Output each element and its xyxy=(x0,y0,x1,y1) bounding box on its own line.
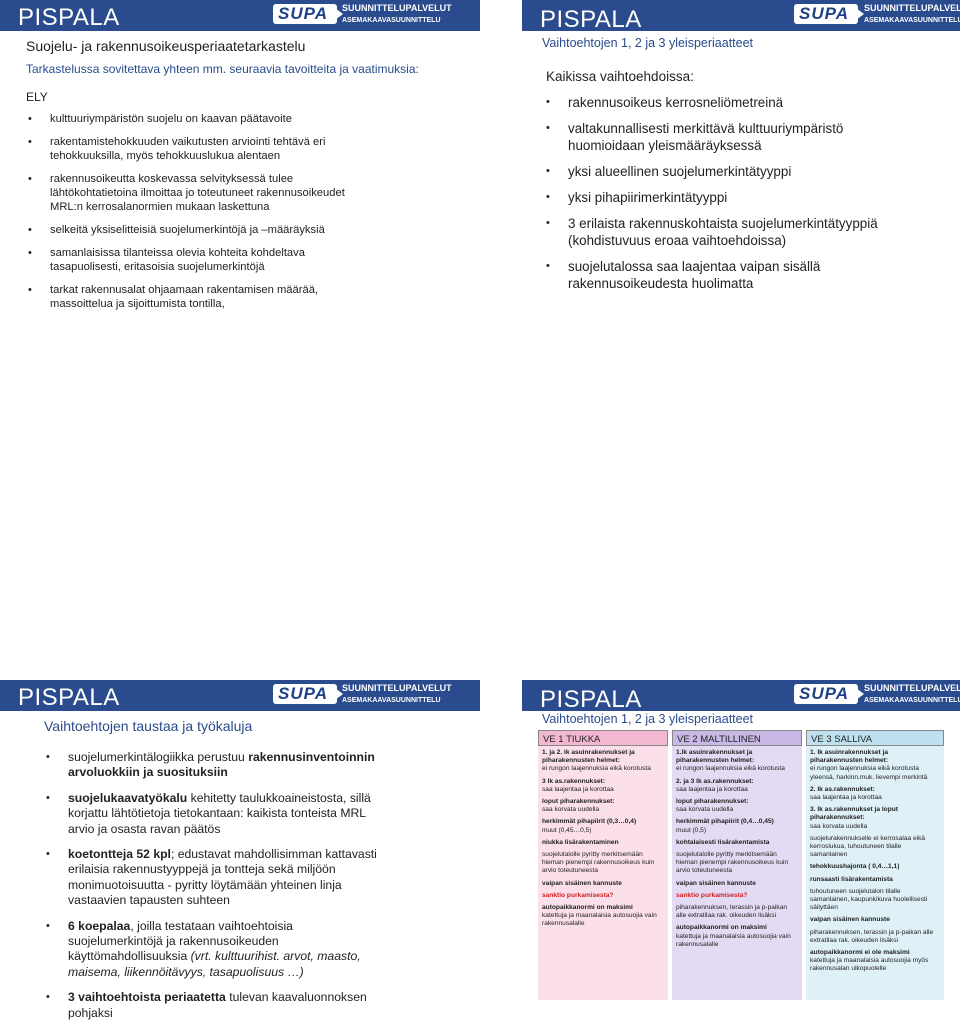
column-block: 2. ja 3 lk as.rakennukset: saa laajentaa ja korottaa xyxy=(676,777,754,793)
bullet-list xyxy=(546,94,906,301)
service-line-1: SUUNNITTELUPALVELUT xyxy=(864,3,974,13)
slide-3 xyxy=(0,680,480,1020)
bullet-list xyxy=(46,750,386,1031)
supa-logo xyxy=(794,4,858,24)
list-item: • 6 koepalaa, joilla testataan vaihtoehtoisia suojelumerkintöjä ja rakennusoikeuden käyttömahdollisuuksia (vrt. kulttuurihist. arvot, maasto, maisema, liikennöitävyys, tasapuolisuus …) xyxy=(46,919,386,981)
logo-text: SUPA xyxy=(278,684,328,703)
column-block: runsaasti lisärakentamista xyxy=(810,875,893,883)
brand-title: PISPALA xyxy=(540,6,642,33)
column-block: 2. lk as.rakennukset: saa laajentaa ja korottaa xyxy=(810,785,882,802)
column-block: autopaikkanormi on maksimi katettuja ja maanalaisia autosuojia vain rakennusalalle xyxy=(542,904,657,928)
column-block: kohtalaisesti lisärakentamista xyxy=(676,838,770,846)
column-block: vaipan sisäinen kannuste xyxy=(810,916,890,924)
column-block: niukka lisärakentaminen xyxy=(542,838,619,846)
column-block: suojelurakennukselle ei kerrosalaa eikä kerroslukua, tuhoutuneen tilalle samanlainen xyxy=(810,834,926,859)
comparison-grid xyxy=(538,730,944,1000)
logo-text: SUPA xyxy=(278,4,328,23)
bullet-list xyxy=(28,112,348,320)
group-label: ELY xyxy=(26,90,48,104)
brand-title: PISPALA xyxy=(18,684,120,711)
list-item: • rakennusoikeus kerrosneliömetreinä xyxy=(546,94,906,111)
list-item: • suojelutalossa saa laajentaa vaipan sisällä rakennusoikeudesta huolimatta xyxy=(546,258,906,292)
column-block: 3. lk as.rakennukset ja loput piharakennukset: saa korvata uudella xyxy=(810,806,898,830)
service-line-2: ASEMAKAAVASUUNNITTELU xyxy=(342,697,441,704)
column-block: sanktio purkamisesta? xyxy=(676,891,748,899)
list-item: • rakentamistehokkuuden vaikutusten arviointi tehtävä eri tehokkuuksilla, myös tehokkuuslukua alentaen xyxy=(28,135,348,163)
slide-2 xyxy=(480,0,974,340)
column-block: 3 lk as.rakennukset: saa laajentaa ja korottaa xyxy=(542,777,614,793)
column-block: 1.lk asuinrakennukset ja piharakennusten helmet: ei rungon laajennuksia eikä korotusta xyxy=(676,749,785,773)
column-body xyxy=(538,746,668,1000)
column-block: herkimmät pihapiirit (0,3…0,4) muut (0,45…0,5) xyxy=(542,818,637,834)
slide-subtitle: Tarkastelussa sovitettava yhteen mm. seuraavia tavoitteita ja vaatimuksia: xyxy=(26,62,419,76)
list-item: • suojelumerkintälogiikka perustuu rakennusinventoinnin arvoluokkiin ja suosituksiin xyxy=(46,750,386,781)
brand-title: PISPALA xyxy=(540,686,642,713)
column-block: autopaikkanormi ei ole maksimi katettuja ja maanalaisia autosuojia myös rakennusalan ulkopuolelle xyxy=(810,949,929,973)
slide-title: Suojelu- ja rakennusoikeusperiaatetarkastelu xyxy=(26,38,306,54)
column-ve1 xyxy=(538,730,668,1000)
list-item: • yksi pihapiirimerkintätyyppi xyxy=(546,189,906,206)
list-item: • kulttuuriympäristön suojelu on kaavan päätavoite xyxy=(28,112,348,126)
column-block: piharakennuksen, terassin ja p-paikan alle extratilaa rak. oikeuden lisäksi xyxy=(810,928,934,944)
column-block: tehokkuushajonta ( 0,4…1,1) xyxy=(810,863,900,871)
service-line-1: SUUNNITTELUPALVELUT xyxy=(864,683,974,693)
list-item: • koetontteja 52 kpl; edustavat mahdollisimman kattavasti erilaisia rakennustyyppejä ja tontteja sekä miljöön monimuotoisuutta - pyritty löytämään yhteinen linja vastaavien tapausten suhteen xyxy=(46,847,386,909)
supa-logo xyxy=(794,684,858,704)
logo-text: SUPA xyxy=(799,684,849,703)
list-item: • 3 vaihtoehtoista periaatetta tulevan kaavaluonnoksen pohjaksi xyxy=(46,990,386,1021)
column-block: loput piharakennukset: saa korvata uudella xyxy=(542,798,615,814)
column-block: autopaikkanormi on maksimi katettuja ja maanalaisia autosuojia vain rakennusalalle xyxy=(676,924,791,948)
list-item: • tarkat rakennusalat ohjaamaan rakentamisen määrää, massoittelua ja sijoittumista tontilla, xyxy=(28,283,348,311)
slide-header xyxy=(522,680,974,713)
service-line-1: SUUNNITTELUPALVELUT xyxy=(342,683,452,693)
column-block: 1. ja 2. lk asuinrakennukset ja piharakennusten helmet: ei rungon laajennuksia eikä korotusta xyxy=(542,749,651,773)
slide-subtitle: Vaihtoehtojen taustaa ja työkaluja xyxy=(44,718,253,734)
column-block: vaipan sisäinen kannuste xyxy=(676,879,756,887)
service-line-1: SUUNNITTELUPALVELUT xyxy=(342,3,452,13)
logo-text: SUPA xyxy=(799,4,849,23)
column-body xyxy=(672,746,802,1000)
list-item: • valtakunnallisesti merkittävä kulttuuriympäristö huomioidaan yleismääräyksessä xyxy=(546,120,906,154)
slide-subtitle: Vaihtoehtojen 1, 2 ja 3 yleisperiaatteet xyxy=(542,36,754,50)
column-block: suojelutalolle pyritty merkitsemään hieman pienempi rakennusoikeus kuin arvio toteutuneesta xyxy=(676,851,789,875)
column-block: tuhoutuneen suojelutalon tilalle samanlainen, kaupunkikuva huolellisesti säilyttäen xyxy=(810,887,928,912)
slide-header xyxy=(522,0,974,33)
column-body xyxy=(806,746,944,1000)
slide-subtitle: Vaihtoehtojen 1, 2 ja 3 yleisperiaatteet xyxy=(542,712,754,726)
intro-text: Kaikissa vaihtoehdoissa: xyxy=(546,69,694,84)
slide-header xyxy=(0,680,480,711)
list-item: • samanlaisissa tilanteissa olevia kohteita kohdeltava tasapuolisesti, eritasoisia suojelumerkintöjä xyxy=(28,246,348,274)
column-block: sanktio purkamisesta? xyxy=(542,891,614,899)
column-block: herkimmät pihapiirit (0,4…0,45) muut (0,5) xyxy=(676,818,774,834)
column-block: loput piharakennukset: saa korvata uudella xyxy=(676,798,749,814)
brand-title: PISPALA xyxy=(18,4,120,31)
service-line-2: ASEMAKAAVASUUNNITTELU xyxy=(864,697,963,704)
column-block: vaipan sisäinen kannuste xyxy=(542,879,622,887)
column-ve2 xyxy=(672,730,802,1000)
service-line-2: ASEMAKAAVASUUNNITTELU xyxy=(864,17,963,24)
column-ve3 xyxy=(806,730,944,1000)
list-item: • suojelukaavatyökalu kehitetty taulukkoaineistosta, sillä korjattu lähtötietoja tietokantaan: kaikista tonteista MRL arvio ja osasta ravan päätös xyxy=(46,791,386,837)
column-block: piharakennuksen, terassin ja p-paikan alle extratilaa rak. oikeuden lisäksi xyxy=(676,904,788,920)
supa-logo xyxy=(273,684,337,704)
slide-header xyxy=(0,0,480,31)
column-block: suojelutalolle pyritty merkitsemään hieman pienempi rakennusoikeus kuin arvio toteutuneesta xyxy=(542,851,655,875)
service-line-2: ASEMAKAAVASUUNNITTELU xyxy=(342,17,441,24)
column-header: VE 2 MALTILLINEN xyxy=(672,730,802,746)
list-item: • rakennusoikeutta koskevassa selvityksessä tulee lähtökohtatietoina ilmoittaa jo toteutuneet rakennusoikeudet MRL:n kerrosalanormien mukaan laskettuna xyxy=(28,172,348,214)
column-header: VE 3 SALLIVA xyxy=(806,730,944,746)
supa-logo xyxy=(273,4,337,24)
column-header: VE 1 TIUKKA xyxy=(538,730,668,746)
list-item: • 3 erilaista rakennuskohtaista suojelumerkintätyyppiä (kohdistuvuus eroaa vaihtoehdoissa) xyxy=(546,215,906,249)
slide-1 xyxy=(0,0,480,340)
list-item: • selkeitä yksiselitteisiä suojelumerkintöjä ja –määräyksiä xyxy=(28,223,348,237)
column-block: 1. lk asuinrakennukset ja piharakennusten helmet: ei rungon laajennuksia eikä korotusta yleensä, harkinn.muk. lievempi merkintä xyxy=(810,749,928,781)
list-item: • yksi alueellinen suojelumerkintätyyppi xyxy=(546,163,906,180)
